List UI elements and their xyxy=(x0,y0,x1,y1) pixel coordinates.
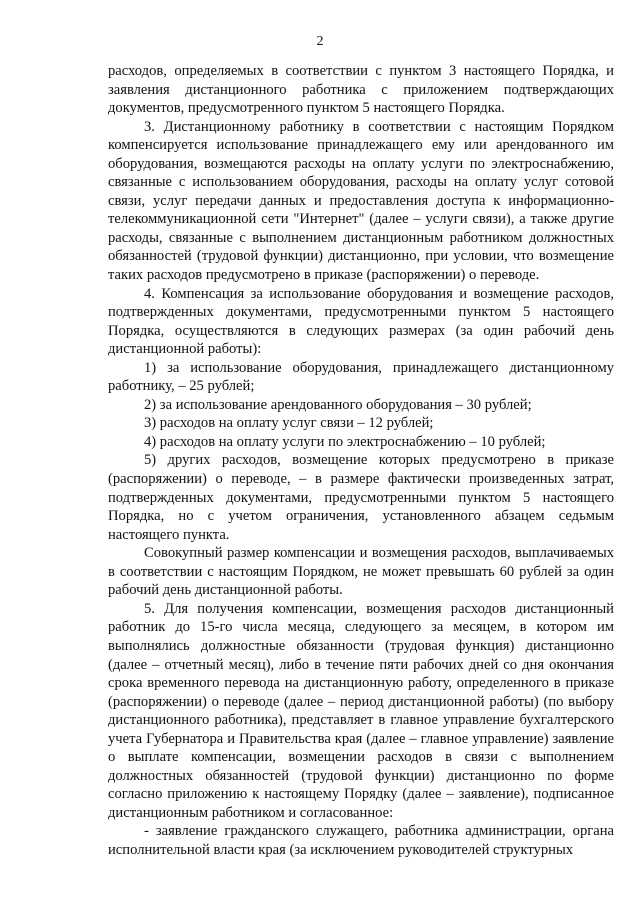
document-body xyxy=(108,62,614,860)
paragraph-item-5: 5. Для получения компенсации, возмещения расходов дистанционный работник до 15-го числа месяца, следующего за месяцем, в котором им выполнялись должностные обязанности (трудовая функция) дистанционно (далее – отчетный месяц), либо в течение пяти рабочих дней со дня окончания срока временного перевода на дистанционную работу, определенного в приказе (распоряжении) о переводе (далее – период дистанционной работы) (по выбору дистанционного работника), представляет в главное управление бухгалтерского учета Губернатора и Правительства края (далее – главное управление) заявление о выплате компенсации, возмещении расходов в связи с выполнением должностных обязанностей (трудовой функции) дистанционно по форме согласно приложению к настоящему Порядку (далее – заявление), подписанное дистанционным работником и согласованное: xyxy=(108,600,614,821)
subitem-1: 1) за использование оборудования, принадлежащего дистанционному работнику, – 25 рублей; xyxy=(108,359,614,395)
paragraph-list-entry: - заявление гражданского служащего, работника администрации, органа исполнительной власти края (за исключением руководителей структурных xyxy=(108,823,614,858)
subitem-3: 3) расходов на оплату услуг связи – 12 рублей; xyxy=(144,415,434,432)
paragraph-item-3: 3. Дистанционному работнику в соответствии с настоящим Порядком компенсируется использование принадлежащего ему или арендованного им оборудования, возмещаются расходы на оплату услуги по электроснабжению, связанные с использованием оборудования, расходы на оплату услуг сотовой связи, услуг передачи данных и предоставления доступа к информационно-телекоммуникационной сети "Интернет" (далее – услуги связи), а также другие расходы, связанные с выполнением дистанционным работником должностных обязанностей (трудовой функции) дистанционно, при условии, что возмещение таких расходов предусмотрено в приказе (распоряжении) о переводе. xyxy=(108,118,614,284)
paragraph-total-limit: Совокупный размер компенсации и возмещения расходов, выплачиваемых в соответствии с настоящим Порядком, не может превышать 60 рублей за один рабочий день дистанционной работы. xyxy=(108,545,614,599)
subitem-4: 4) расходов на оплату услуги по электроснабжению – 10 рублей; xyxy=(144,433,546,450)
subitem-5: 5) других расходов, возмещение которых предусмотрено в приказе (распоряжении) о переводе, – в размере фактически произведенных затрат, подтвержденных документами, предусмотренными пунктом 5 настоящего Порядка, но с учетом ограничения, установленного абзацем седьмым настоящего пункта. xyxy=(108,452,614,543)
page-number: 2 xyxy=(316,34,324,49)
subitem-2: 2) за использование арендованного оборудования – 30 рублей; xyxy=(144,396,532,413)
paragraph-item-4: 4. Компенсация за использование оборудования и возмещение расходов, подтвержденных документами, предусмотренными пунктом 5 настоящего Порядка, осуществляются в следующих размерах (за один рабочий день дистанционной работы): xyxy=(108,285,614,358)
paragraph-continuation: расходов, определяемых в соответствии с пунктом 3 настоящего Порядка, и заявления дистанционного работника с приложением подтверждающих документов, предусмотренного пунктом 5 настоящего Порядка. xyxy=(108,63,614,117)
